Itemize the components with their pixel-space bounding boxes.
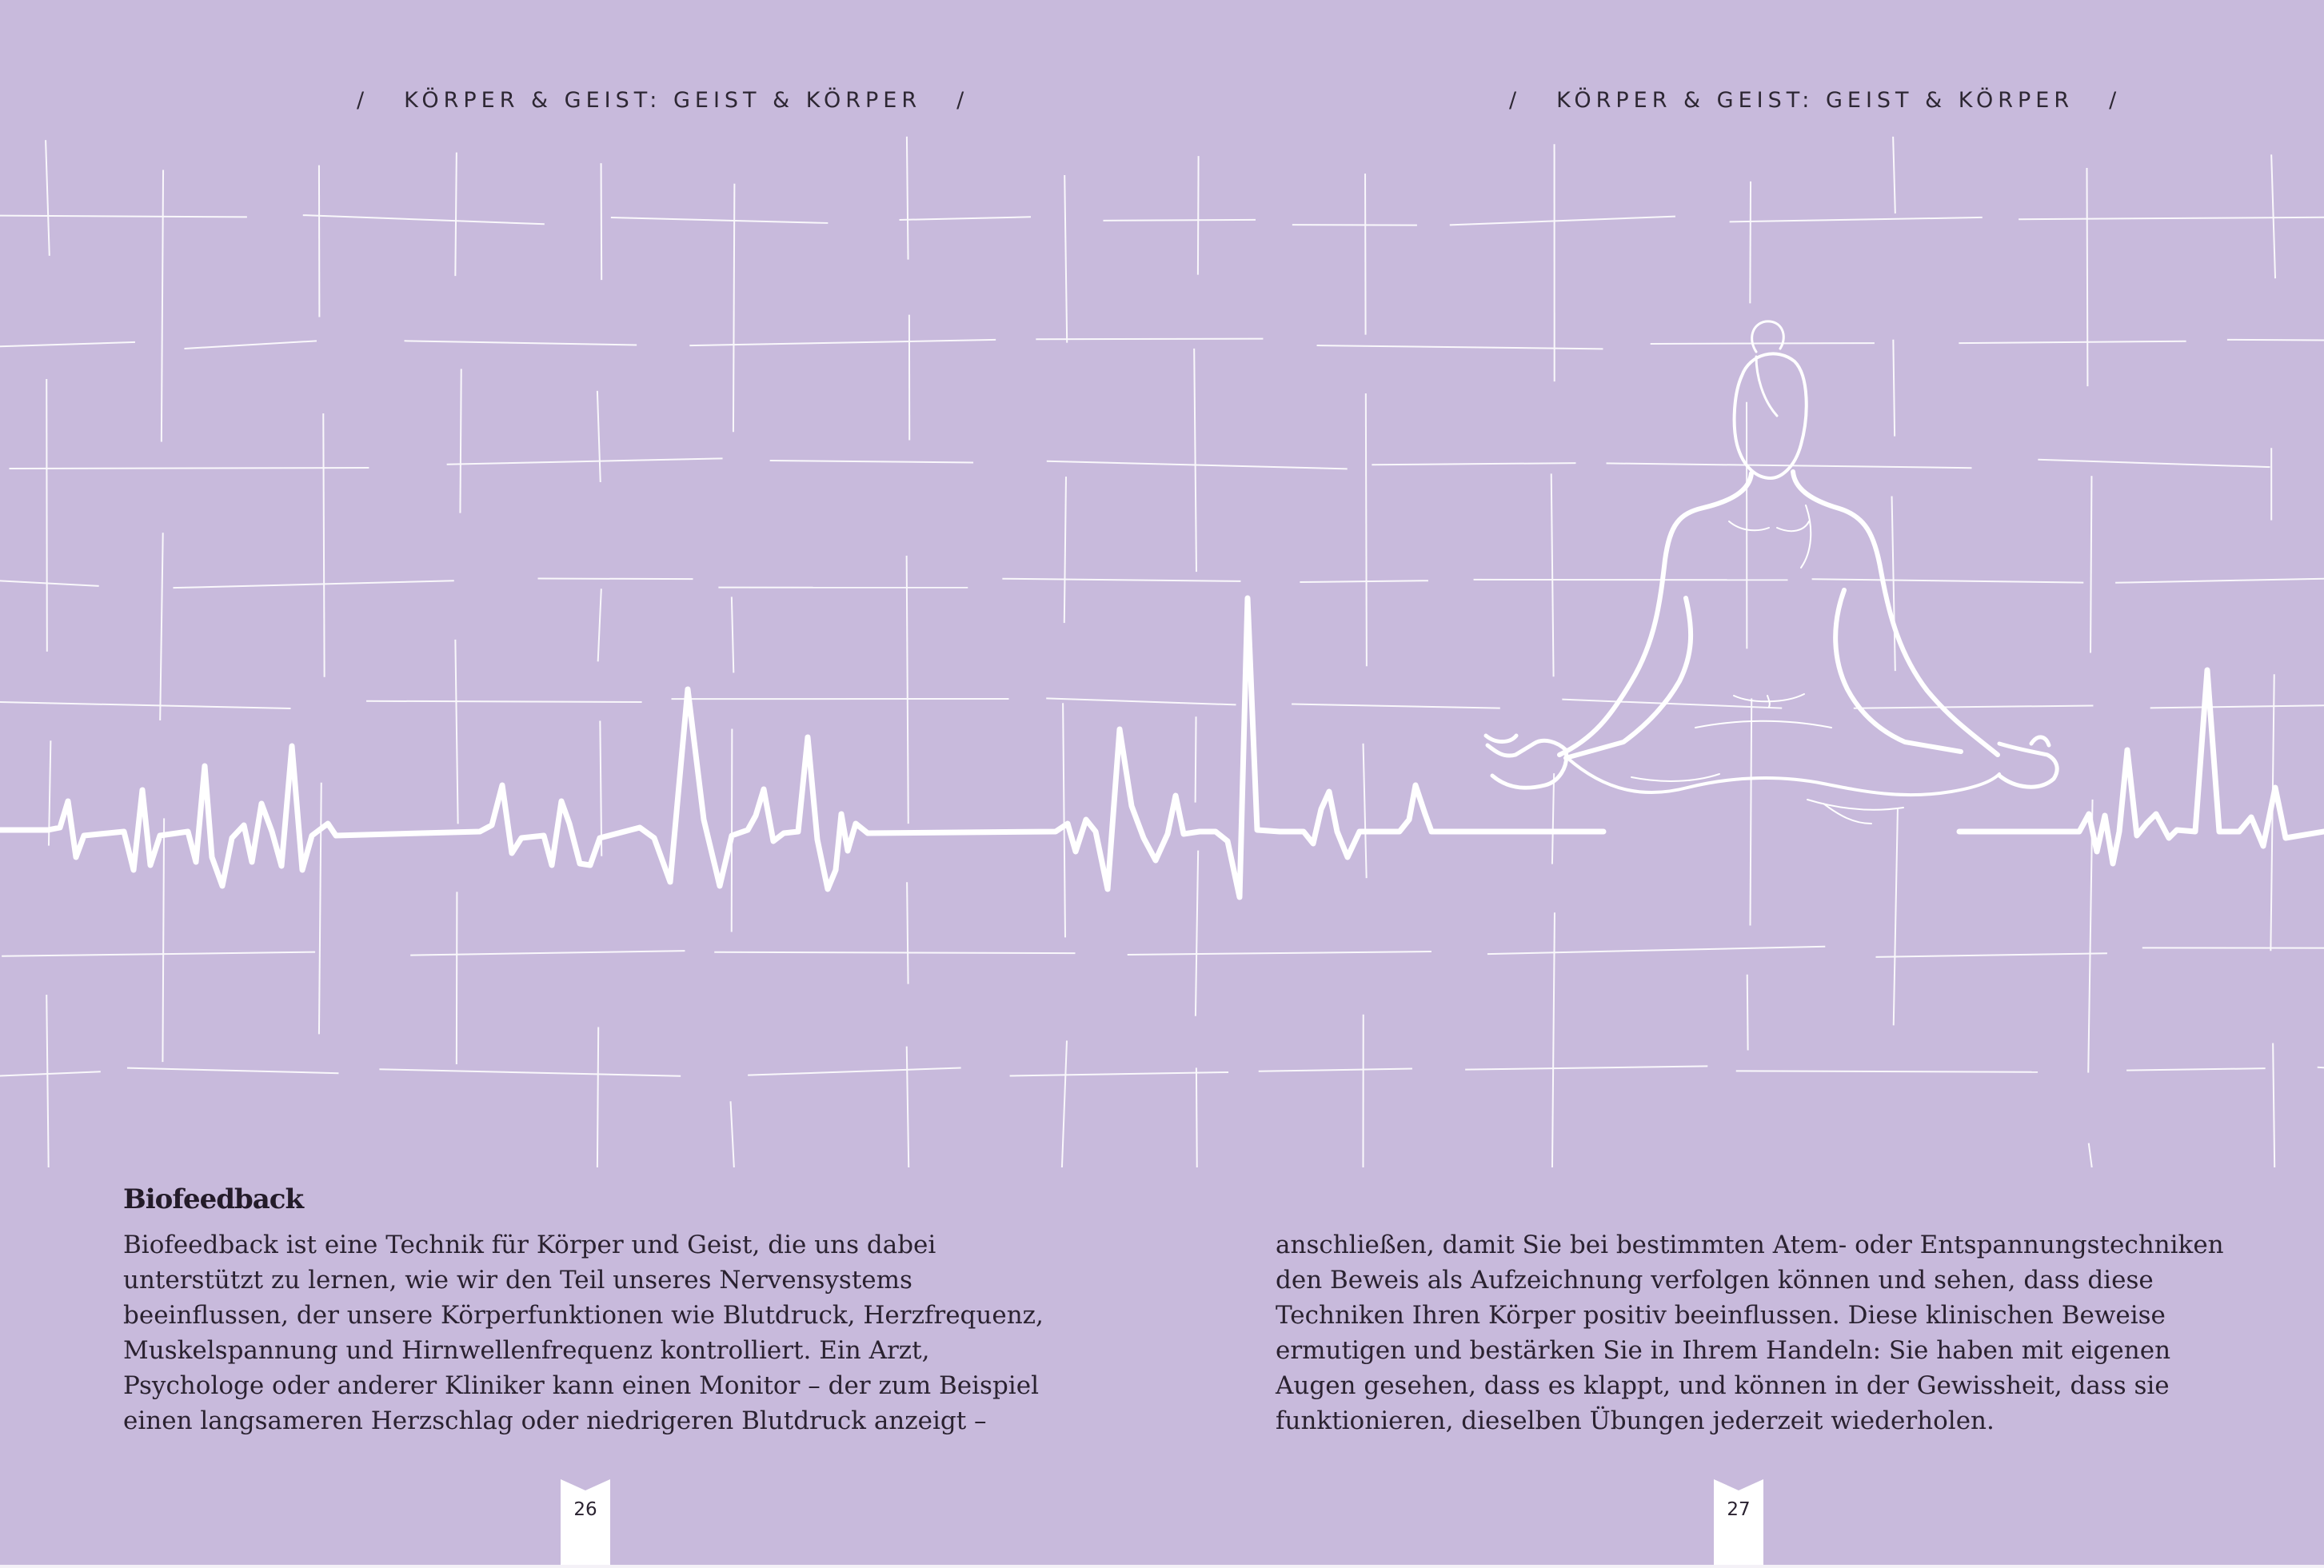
grid-line — [2318, 1067, 2324, 1074]
running-head-left — [321, 88, 1004, 120]
grid-line — [1730, 217, 1983, 221]
grid-line — [597, 1027, 598, 1167]
grid-line — [10, 468, 369, 469]
text-line: Biofeedback ist eine Technik für Körper und Geist, die uns dabei — [123, 1231, 936, 1259]
grid-line — [46, 995, 48, 1167]
grid-line — [714, 952, 1075, 953]
grid-line — [162, 170, 163, 442]
grid-line — [907, 882, 908, 983]
bookmark-tab-icon — [1714, 1479, 1763, 1567]
grid-line — [379, 1069, 681, 1075]
grid-line — [0, 342, 135, 347]
grid-line — [1064, 477, 1066, 623]
text-line: Psychologe oder anderer Kliniker kann einen Monitor – der zum Beispiel — [123, 1371, 1039, 1400]
grid-line — [1854, 705, 2094, 708]
grid-line — [184, 341, 316, 349]
grid-line — [732, 596, 733, 672]
grid-line — [1812, 579, 2084, 582]
grid-line — [1317, 345, 1603, 349]
grid-line — [405, 341, 637, 345]
grid-line — [1366, 393, 1367, 666]
bookmark-tab-icon — [561, 1479, 610, 1567]
grid-line — [1198, 156, 1199, 274]
grid-line — [1365, 174, 1366, 334]
body-text-right — [1276, 1227, 2224, 1438]
grid-line — [0, 1071, 101, 1076]
grid-line — [303, 215, 545, 224]
slash-left: / — [357, 88, 369, 113]
grid-line — [1194, 349, 1196, 572]
heartbeat-line-end — [1959, 670, 2324, 864]
grid-line — [0, 216, 247, 217]
grid-line — [601, 163, 602, 280]
meditating-figure-icon — [1486, 321, 2057, 832]
grid-line — [1747, 975, 1748, 1051]
grid-line — [2271, 154, 2275, 278]
grid-line — [1894, 809, 1898, 1025]
grid-line — [1063, 703, 1065, 937]
grid-line — [731, 1101, 734, 1167]
grid-line — [2, 952, 315, 956]
grid-line — [907, 137, 908, 260]
grid-line — [1651, 343, 1875, 344]
grid-line — [611, 217, 828, 223]
grid-line — [2227, 340, 2324, 341]
grid-line — [1372, 463, 1575, 465]
text-line: Muskelspannung und Hirnwellenfrequenz kontrolliert. Ein Arzt, — [123, 1336, 930, 1365]
grid-cross-lines — [0, 137, 2324, 1167]
grid-line — [1893, 340, 1895, 437]
grid-line — [455, 640, 457, 824]
grid-line — [0, 702, 291, 708]
text-line: anschließen, damit Sie bei bestimmten Atem- oder Entspannungstechniken — [1276, 1231, 2224, 1259]
grid-line — [2150, 703, 2324, 708]
grid-line — [46, 379, 47, 652]
grid-line — [689, 340, 996, 345]
grid-line — [2089, 1143, 2092, 1167]
grid-line — [2115, 578, 2324, 583]
grid-line — [455, 153, 457, 276]
grid-line — [1064, 175, 1067, 343]
grid-line — [46, 140, 50, 256]
page-number-left: 26 — [573, 1499, 597, 1520]
slash-left: / — [1509, 88, 1522, 113]
grid-line — [1875, 953, 2106, 957]
bottom-edge — [0, 1565, 2324, 1568]
grid-line — [1300, 581, 1428, 582]
grid-line — [770, 461, 973, 462]
grid-line — [748, 1067, 961, 1075]
grid-line — [319, 783, 321, 1035]
grid-line — [2038, 460, 2270, 467]
section-heading: Biofeedback — [123, 1183, 304, 1215]
grid-line — [460, 369, 461, 513]
slash-right: / — [2109, 88, 2122, 113]
text-line: Techniken Ihren Körper positiv beeinflussen. Diese klinischen Beweise — [1276, 1301, 2166, 1330]
grid-line — [1892, 496, 1895, 671]
grid-line — [538, 579, 693, 580]
grid-line — [410, 951, 685, 955]
grid-line — [1047, 461, 1348, 469]
grid-line — [1196, 1067, 1197, 1167]
grid-line — [127, 1068, 338, 1074]
grid-line — [732, 729, 733, 932]
grid-line — [1002, 579, 1240, 581]
grid-line — [162, 818, 164, 1062]
grid-line — [1046, 698, 1236, 704]
grid-line — [366, 701, 642, 702]
grid-line — [1552, 912, 1555, 1167]
grid-line — [1750, 182, 1751, 303]
grid-line — [2086, 168, 2087, 386]
body-text-left — [123, 1227, 1067, 1438]
grid-line — [899, 217, 1031, 220]
grid-line — [1487, 947, 1825, 954]
slash-right: / — [956, 88, 969, 113]
grid-line — [160, 533, 163, 720]
page-tab-right — [1714, 1479, 1763, 1567]
text-line: ermutigen und bestärken Sie in Ihrem Handeln: Sie haben mit eigenen — [1276, 1336, 2171, 1365]
grid-line — [597, 391, 601, 482]
running-head-right — [1474, 88, 2156, 120]
grid-line — [2090, 476, 2091, 652]
grid-line — [1465, 1066, 1707, 1069]
grid-line — [173, 581, 453, 588]
grid-line — [1751, 698, 1752, 925]
grid-line — [598, 588, 601, 661]
grid-line — [1292, 704, 1500, 708]
grid-line — [1551, 473, 1554, 676]
grid-line — [1959, 341, 2186, 343]
grid-line — [1036, 339, 1263, 340]
grid-line — [907, 1047, 908, 1167]
grid-line — [323, 413, 324, 677]
text-line: unterstützt zu lernen, wie wir den Teil unseres Nervensystems — [123, 1266, 912, 1295]
grid-line — [2273, 1043, 2274, 1167]
grid-line — [1364, 744, 1367, 878]
grid-line — [907, 556, 908, 824]
page-number-right: 27 — [1727, 1499, 1751, 1520]
text-line: beeinflussen, der unsere Körperfunktionen wie Blutdruck, Herzfrequenz, — [123, 1301, 1044, 1330]
page-tab-left — [561, 1479, 610, 1567]
text-line: Augen gesehen, dass es klappt, und können in der Gewissheit, dass sie — [1276, 1371, 2170, 1400]
grid-line — [2019, 217, 2324, 219]
grid-line — [0, 580, 99, 586]
grid-line — [1196, 851, 1198, 1016]
grid-line — [2126, 1068, 2266, 1071]
running-head-text: KÖRPER & GEIST: GEIST & KÖRPER — [404, 88, 922, 113]
grid-line — [1062, 1040, 1067, 1167]
text-line: einen langsameren Herzschlag oder niedrigeren Blutdruck anzeigt – — [123, 1406, 987, 1435]
grid-line — [447, 458, 723, 464]
grid-line — [1103, 220, 1256, 221]
running-head-text: KÖRPER & GEIST: GEIST & KÖRPER — [1556, 88, 2074, 113]
text-line: funktionieren, dieselben Übungen jederzeit wiederholen. — [1276, 1406, 1995, 1435]
grid-line — [1450, 217, 1675, 225]
grid-line — [1128, 952, 1432, 955]
text-line: den Beweis als Aufzeichnung verfolgen können und sehen, dass diese — [1276, 1266, 2154, 1295]
grid-line — [1552, 773, 1554, 864]
grid-line — [1893, 137, 1895, 213]
grid-line — [1259, 1069, 1412, 1071]
